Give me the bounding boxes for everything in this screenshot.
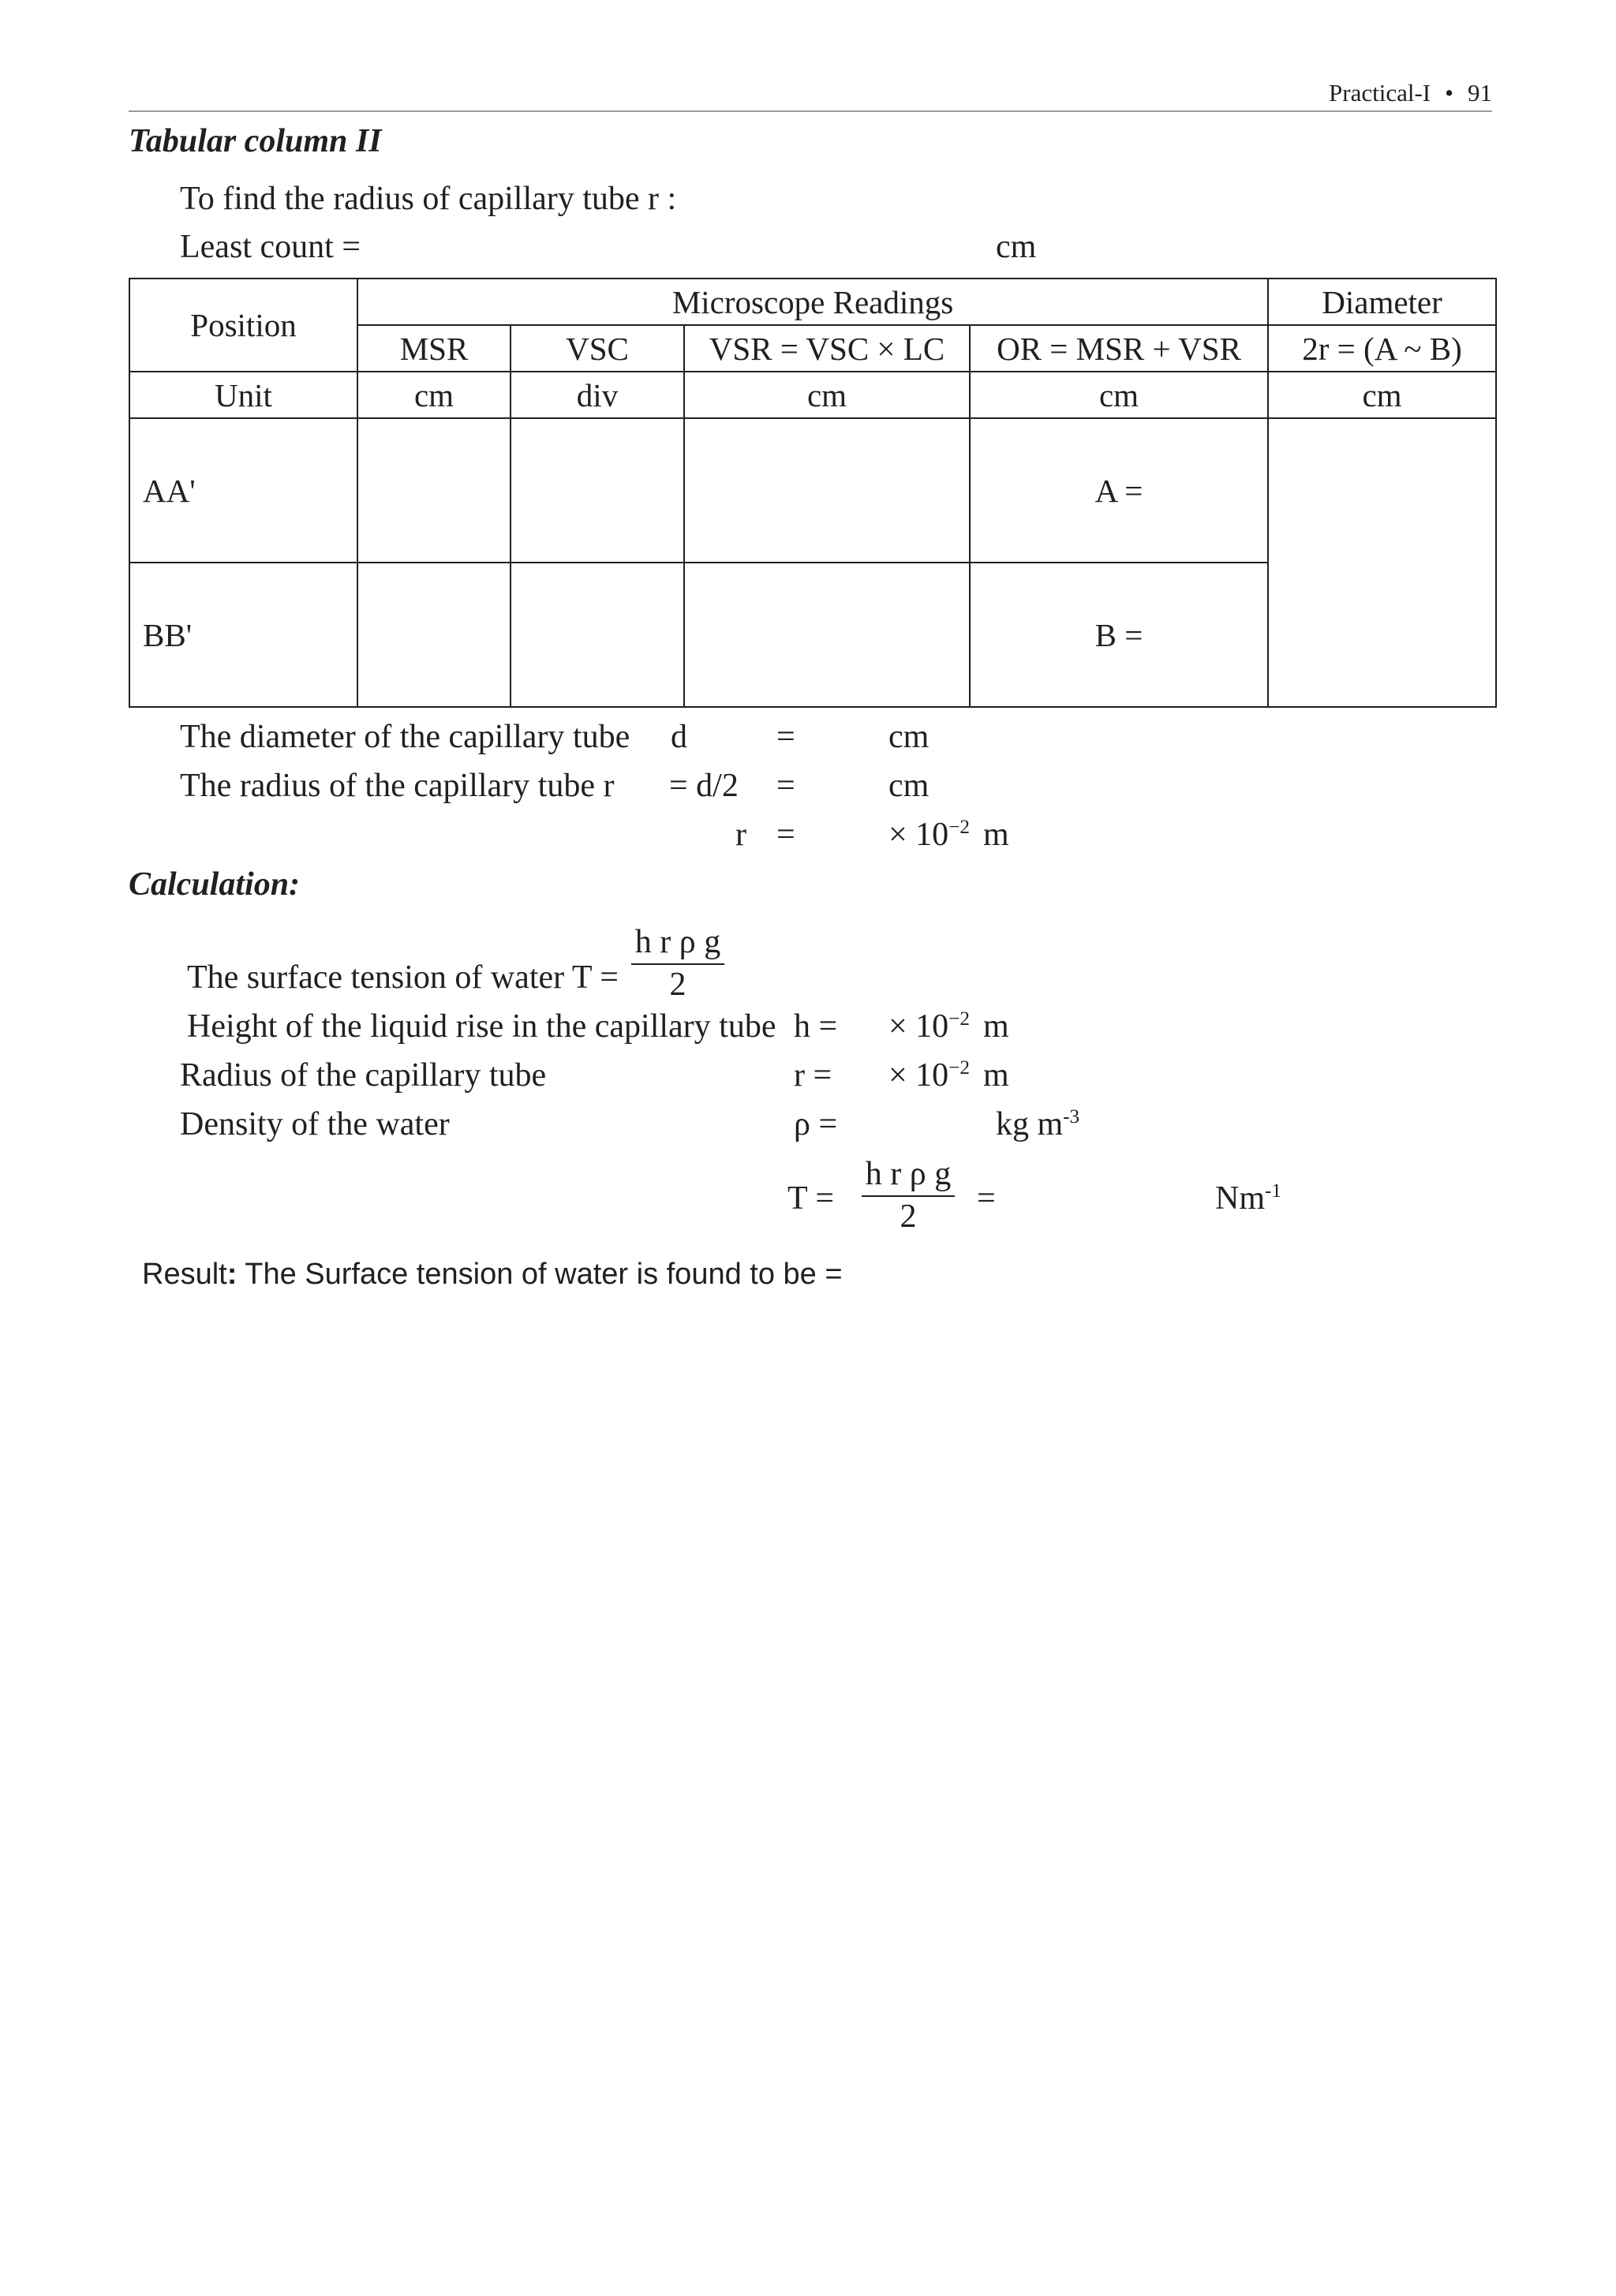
cell-msr [357,418,511,563]
header-separator: • [1445,79,1453,107]
unit-diameter: cm [1268,372,1496,418]
height-symbol: h = [794,1008,838,1045]
r-equals: = [776,817,795,853]
header-text [1329,76,1492,110]
height-multiplier: × $10^{-2}$ [888,1008,970,1045]
height-label: Height of the liquid rise in the capillary tube [187,1008,776,1045]
vsc-header: VSC [511,325,684,372]
t-equals: = [977,1180,996,1217]
result-colon: : [226,1258,238,1291]
cell-msr [357,563,511,707]
least-count-label: Least count = [180,229,361,265]
unit-msr: cm [357,372,511,418]
diameter-unit: cm [888,719,930,755]
t-symbol: T = [787,1180,835,1217]
radius-equals: = [776,768,795,804]
surface-tension-fraction [631,926,724,1001]
radius-calc-symbol: r = [794,1057,832,1094]
diameter-symbol: d [671,719,687,755]
result-line [142,1259,843,1289]
cell-vsr [684,563,970,707]
radius-calc-multiplier: × $10^{-2}$ [888,1057,970,1094]
cell-vsr [684,418,970,563]
or-a-label: A = [970,418,1268,563]
or-b-label: B = [970,563,1268,707]
cell-vsc [511,563,684,707]
table-header-row [129,279,1496,325]
microscope-readings-table [129,278,1497,708]
r-symbol: r [735,817,746,853]
unit-vsc: div [511,372,684,418]
radius-calc-label: Radius of the capillary tube [180,1057,547,1094]
page-header [129,76,1492,112]
calculation-heading: Calculation: [129,866,301,903]
cell-vsc [511,418,684,563]
t-fraction-numerator: h r ρ g [862,1157,955,1197]
radius-label: The radius of the capillary tube r [180,768,615,804]
tabular-column-heading: Tabular column II [129,123,382,159]
microscope-readings-header: Microscope Readings [357,279,1268,325]
fraction-numerator: h r ρ g [631,926,724,965]
or-header: OR = MSR + VSR [970,325,1268,372]
radius-formula: = d/2 [669,768,739,804]
t-fraction [862,1157,955,1233]
height-unit: m [983,1008,1009,1045]
page-number: 91 [1468,79,1492,107]
unit-vsr: cm [684,372,970,418]
unit-or: cm [970,372,1268,418]
radius-calc-unit: m [983,1057,1009,1094]
diameter-header: Diameter [1268,279,1496,325]
r-unit: m [983,817,1009,853]
diameter-equals: = [776,719,795,755]
fraction-denominator: 2 [669,967,686,1003]
position-aa: AA' [129,418,357,563]
surface-tension-label: The surface tension of water T = [187,959,619,996]
diameter-label: The diameter of the capillary tube [180,719,630,755]
position-bb: BB' [129,563,357,707]
result-text: The Surface tension of water is found to be = [237,1258,843,1291]
unit-label: Unit [129,372,357,418]
cell-diameter [1268,418,1496,707]
result-label: Result [142,1258,227,1291]
msr-header: MSR [357,325,511,372]
table-row [129,418,1496,563]
diameter-formula: 2r = (A ~ B) [1268,325,1496,372]
density-label: Density of the water [180,1106,450,1142]
t-fraction-denominator: 2 [900,1198,917,1235]
least-count-unit: cm [996,229,1037,265]
density-unit: kg $m^{-3}$ [996,1106,1080,1142]
t-unit: $Nm^{-1}$ [1215,1180,1281,1217]
position-header: Position [129,279,357,372]
density-symbol: ρ = [794,1106,838,1142]
vsr-header: VSR = VSC × LC [684,325,970,372]
header-section: Practical-I [1329,79,1431,107]
r-multiplier: × $10^{-2}$ [888,817,970,853]
unit-row [129,372,1496,418]
intro-line: To find the radius of capillary tube r : [180,181,677,217]
radius-unit: cm [888,768,930,804]
